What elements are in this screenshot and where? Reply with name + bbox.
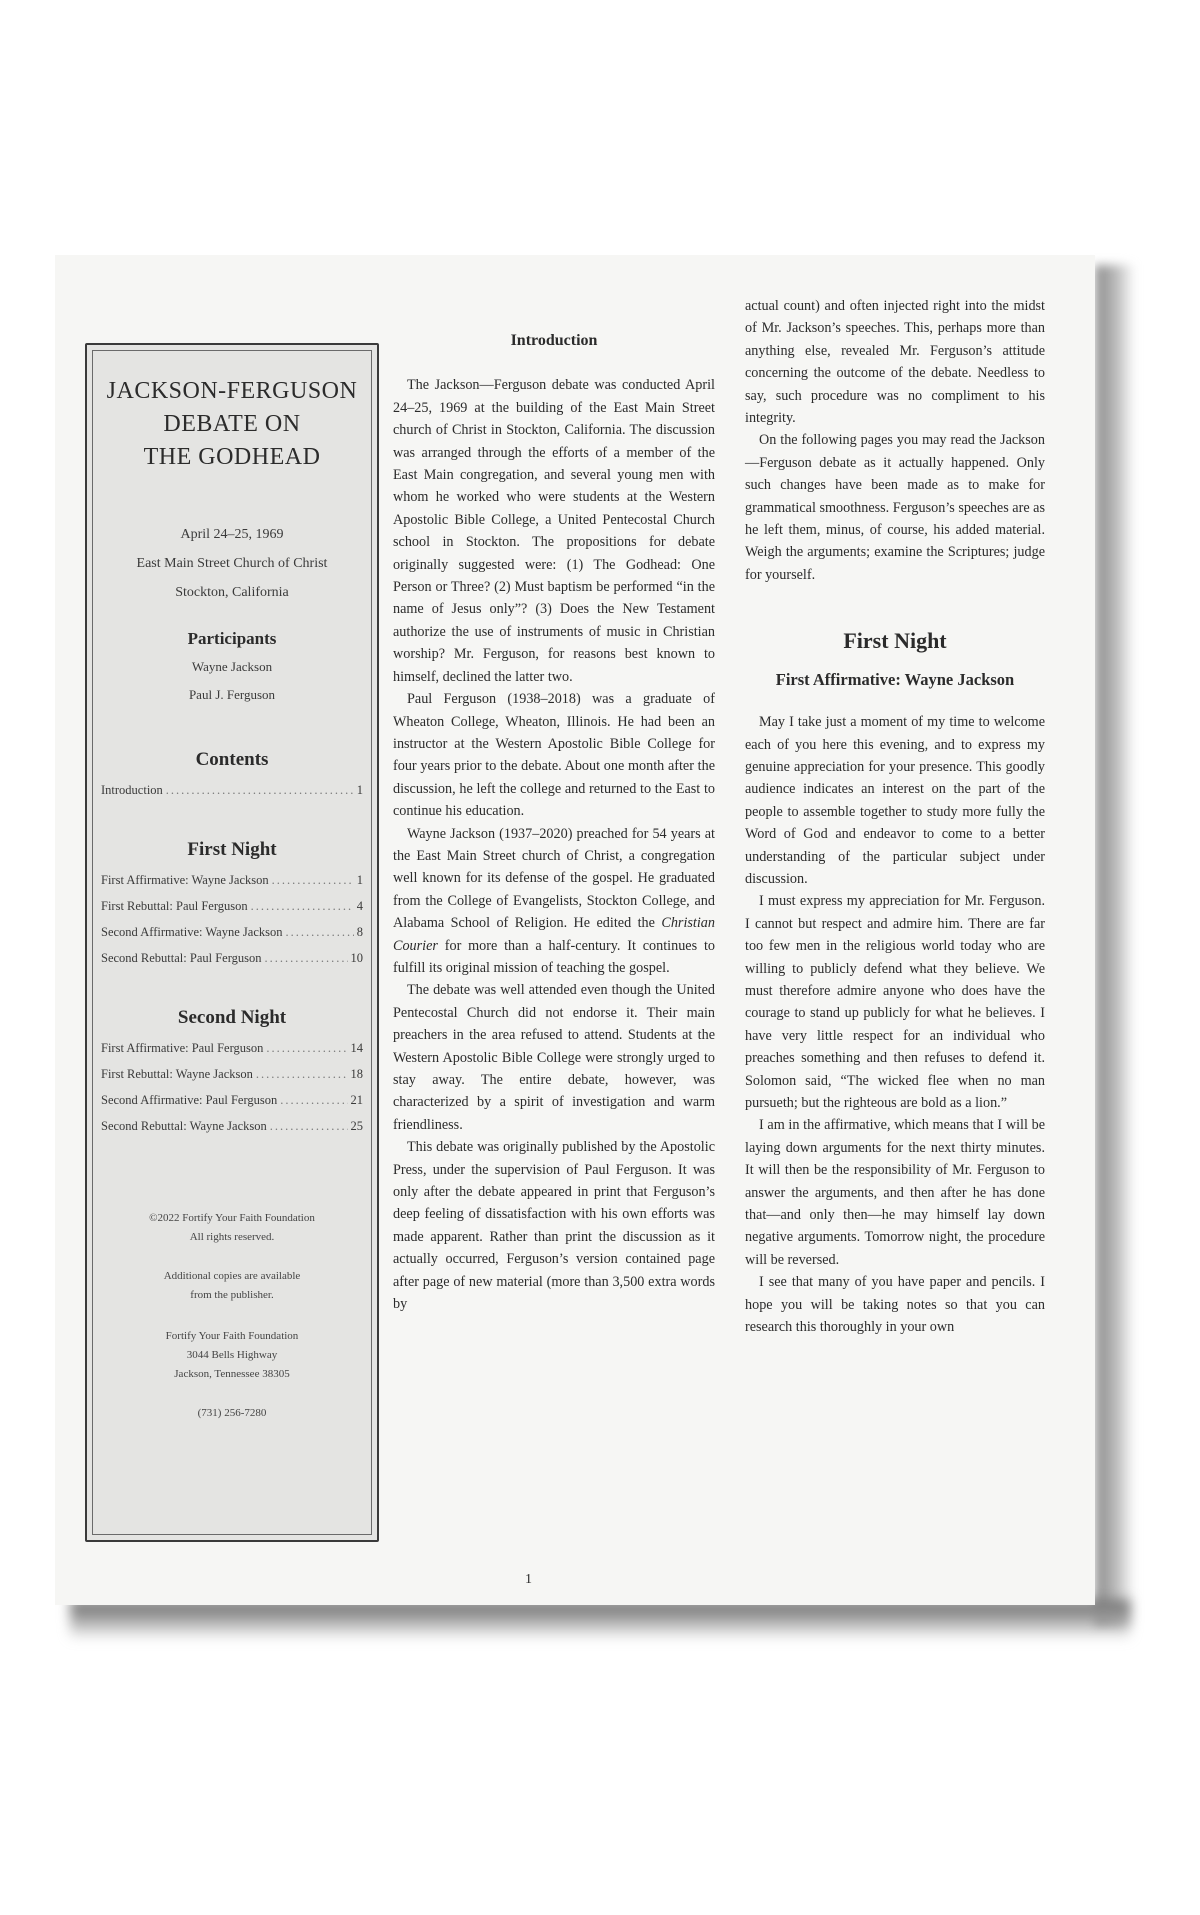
toc-entry-page: 25 xyxy=(350,1119,363,1133)
toc-entry-label: Second Affirmative: Wayne Jackson xyxy=(101,925,283,939)
toc-entry-label: First Affirmative: Wayne Jackson xyxy=(101,873,269,887)
intro-paragraph: On the following pages you may read the Jackson—Ferguson debate as it actually happened. Only such changes have been made as to make for grammatical smoothness. Ferguson’s speeches are as he left them, minus, of course, his added material. Weigh the arguments; examine the Scriptures; judge for yourself. xyxy=(745,432,1045,583)
participants-heading: Participants xyxy=(187,629,277,648)
toc-entry-label: First Affirmative: Paul Ferguson xyxy=(101,1041,264,1055)
toc-entry[interactable] xyxy=(101,1093,363,1119)
toc-entry[interactable] xyxy=(101,1041,363,1067)
page-shadow-right xyxy=(1095,265,1135,1625)
street-address: 3044 Bells Highway xyxy=(186,1349,278,1361)
toc-entry[interactable] xyxy=(101,1067,363,1093)
intro-text: Wayne Jackson (1937–2020) preached for 54 years at the East Main Street church of Christ, a congregation well known for its defense of the gospel. He graduated from the College of Evangelists, Stockton College, and Alabama School of Religion. He edited the xyxy=(393,825,715,932)
first-night-toc-heading: First Night xyxy=(187,839,277,860)
toc-entry-page: 1 xyxy=(356,783,363,797)
copyright-line: ©2022 Fortify Your Faith Foundation xyxy=(149,1212,315,1224)
first-affirmative-heading: First Affirmative: Wayne Jackson xyxy=(775,669,1015,689)
toc-second-night xyxy=(101,1041,363,1145)
toc-entry-page: 18 xyxy=(350,1067,363,1081)
toc-entry-label: Introduction xyxy=(101,783,163,797)
toc-entry[interactable] xyxy=(101,951,363,977)
debate-title xyxy=(87,375,377,474)
publisher-address xyxy=(87,1327,377,1384)
toc-entry-label: Second Rebuttal: Paul Ferguson xyxy=(101,951,262,965)
text-column-1 xyxy=(393,330,715,1315)
toc-entry[interactable] xyxy=(101,899,363,925)
page-shadow-bottom xyxy=(70,1600,1130,1640)
toc-leader xyxy=(265,951,348,966)
toc-entry-label: Second Rebuttal: Wayne Jackson xyxy=(101,1119,267,1133)
participants-list xyxy=(87,653,377,709)
toc-leader xyxy=(251,899,354,914)
intro-paragraph: actual count) and often injected right into the midst of Mr. Jackson’s speeches. This, perhaps more than anything else, revealed Mr. Ferguson’s attitude concerning the outcome of the debate. Needless to say, such procedure was no compliment to his integrity. xyxy=(745,298,1045,427)
toc-entry[interactable] xyxy=(101,783,363,809)
toc-leader xyxy=(270,1119,348,1134)
title-line-1: JACKSON-FERGUSON xyxy=(106,378,358,404)
toc-entry-page: 4 xyxy=(356,899,363,913)
city-state: Jackson, Tennessee 38305 xyxy=(174,1368,290,1380)
speech-paragraph: I see that many of you have paper and pencils. I hope you will be taking notes so that you can research this thoroughly in your own xyxy=(745,1274,1045,1336)
toc-leader xyxy=(266,1041,347,1056)
participant-name: Wayne Jackson xyxy=(191,659,273,674)
title-sidebar xyxy=(85,343,379,1542)
participant-name: Paul J. Ferguson xyxy=(188,687,276,702)
rights-line: All rights reserved. xyxy=(189,1231,275,1243)
additional-line-2: from the publisher. xyxy=(190,1289,274,1301)
debate-meta xyxy=(87,520,377,607)
title-line-2: DEBATE ON xyxy=(163,411,301,437)
document-page xyxy=(55,255,1095,1605)
toc-entry-page: 8 xyxy=(356,925,363,939)
intro-paragraph: Paul Ferguson (1938–2018) was a graduate of Wheaton College, Wheaton, Illinois. He had been an instructor at the Western Apostolic Bible College for four years prior to the debate. About one month after the discussion, he left the college and returned to the East to continue his education. xyxy=(393,691,715,820)
intro-paragraph xyxy=(393,823,715,980)
toc-entry-page: 21 xyxy=(350,1093,363,1107)
toc-leader xyxy=(166,783,354,798)
speech-paragraph: May I take just a moment of my time to welcome each of you here this evening, and to express my genuine appreciation for your presence. This goodly audience indicates an interest on the part of the people to assemble together to study more fully the Word of God and endeavor to come to a better understanding of the particular subject under discussion. xyxy=(745,714,1045,887)
toc-entry-label: First Rebuttal: Paul Ferguson xyxy=(101,899,248,913)
additional-line-1: Additional copies are available xyxy=(163,1270,301,1282)
debate-venue: East Main Street Church of Christ xyxy=(136,556,328,571)
toc-entry-page: 1 xyxy=(356,873,363,887)
toc-entry-page: 10 xyxy=(350,951,363,965)
text-column-2 xyxy=(745,295,1045,1338)
contents-heading: Contents xyxy=(195,749,269,770)
first-night-heading: First Night xyxy=(843,628,947,654)
intro-text: for more than a half-century. It continues to fulfill its original mission of teaching the gospel. xyxy=(393,937,715,976)
toc-entry[interactable] xyxy=(101,1119,363,1145)
additional-copies-note xyxy=(87,1267,377,1305)
toc-intro xyxy=(101,783,363,809)
publisher-phone: (731) 256-7280 xyxy=(197,1407,267,1419)
toc-entry-label: First Rebuttal: Wayne Jackson xyxy=(101,1067,253,1081)
toc-entry-page: 14 xyxy=(350,1041,363,1055)
toc-leader xyxy=(256,1067,348,1082)
debate-date: April 24–25, 1969 xyxy=(180,527,284,542)
intro-paragraph: The Jackson—Ferguson debate was conducted April 24–25, 1969 at the building of the East Main Street church of Christ in Stockton, California. The discussion was arranged through the efforts of a member of the East Main congregation, and several young men with whom he worked who were students at the Western Apostolic Bible College, a United Pentecostal Church school in Stockton. The propositions for debate originally suggested were: (1) The Godhead: One Person or Three? (2) Must baptism be performed “in the name of Jesus only”? (3) Does the New Testament authorize the use of instruments of music in Christian worship? Mr. Ferguson, for reasons best known to himself, declined the latter two. xyxy=(393,377,715,685)
copyright-block xyxy=(87,1209,377,1247)
debate-city: Stockton, California xyxy=(175,585,289,600)
publication-title: Christian Courier xyxy=(393,915,715,954)
toc-entry[interactable] xyxy=(101,925,363,951)
toc-first-night xyxy=(101,873,363,977)
introduction-heading: Introduction xyxy=(510,332,598,349)
intro-paragraph: This debate was originally published by the Apostolic Press, under the supervision of Paul Ferguson. It was only after the debate appeared in print that Ferguson’s deep feeling of dissatisfaction with his own efforts was made apparent. Rather than print the discussion as it actually occurred, Ferguson’s version contained page after page of new material (more than 3,500 extra words by xyxy=(393,1139,715,1313)
title-line-3: THE GODHEAD xyxy=(143,444,321,470)
publisher-name: Fortify Your Faith Foundation xyxy=(165,1330,299,1342)
second-night-toc-heading: Second Night xyxy=(177,1007,287,1028)
toc-leader xyxy=(285,925,353,940)
toc-entry[interactable] xyxy=(101,873,363,899)
speech-paragraph: I am in the affirmative, which means that I will be laying down arguments for the next thirty minutes. It will then be the responsibility of Mr. Ferguson to answer the arguments, and then after he has done that—and only then—he may himself lay down negative arguments. Tomorrow night, the procedure will be reversed. xyxy=(745,1117,1045,1268)
toc-leader xyxy=(280,1093,347,1108)
page-number: 1 xyxy=(525,1572,532,1587)
toc-entry-label: Second Affirmative: Paul Ferguson xyxy=(101,1093,278,1107)
toc-leader xyxy=(272,873,354,888)
intro-paragraph: The debate was well attended even though the United Pentecostal Church did not endorse it. Their main preachers in the area refused to attend. Students at the Western Apostolic Bible College were strongly urged to stay away. The entire debate, however, was characterized by a spirit of investigation and warm friendliness. xyxy=(393,982,715,1133)
speech-paragraph: I must express my appreciation for Mr. Ferguson. I cannot but respect and admire him. There are far too few men in the religious world today who are willing to publicly defend what they believe. We must therefore admire anyone who does have the courage to stand up publicly for what he believes. I have very little respect for an individual who preaches something and then refuses to defend it. Solomon said, “The wicked flee when no man pursueth; but the righteous are bold as a lion.” xyxy=(745,893,1045,1111)
